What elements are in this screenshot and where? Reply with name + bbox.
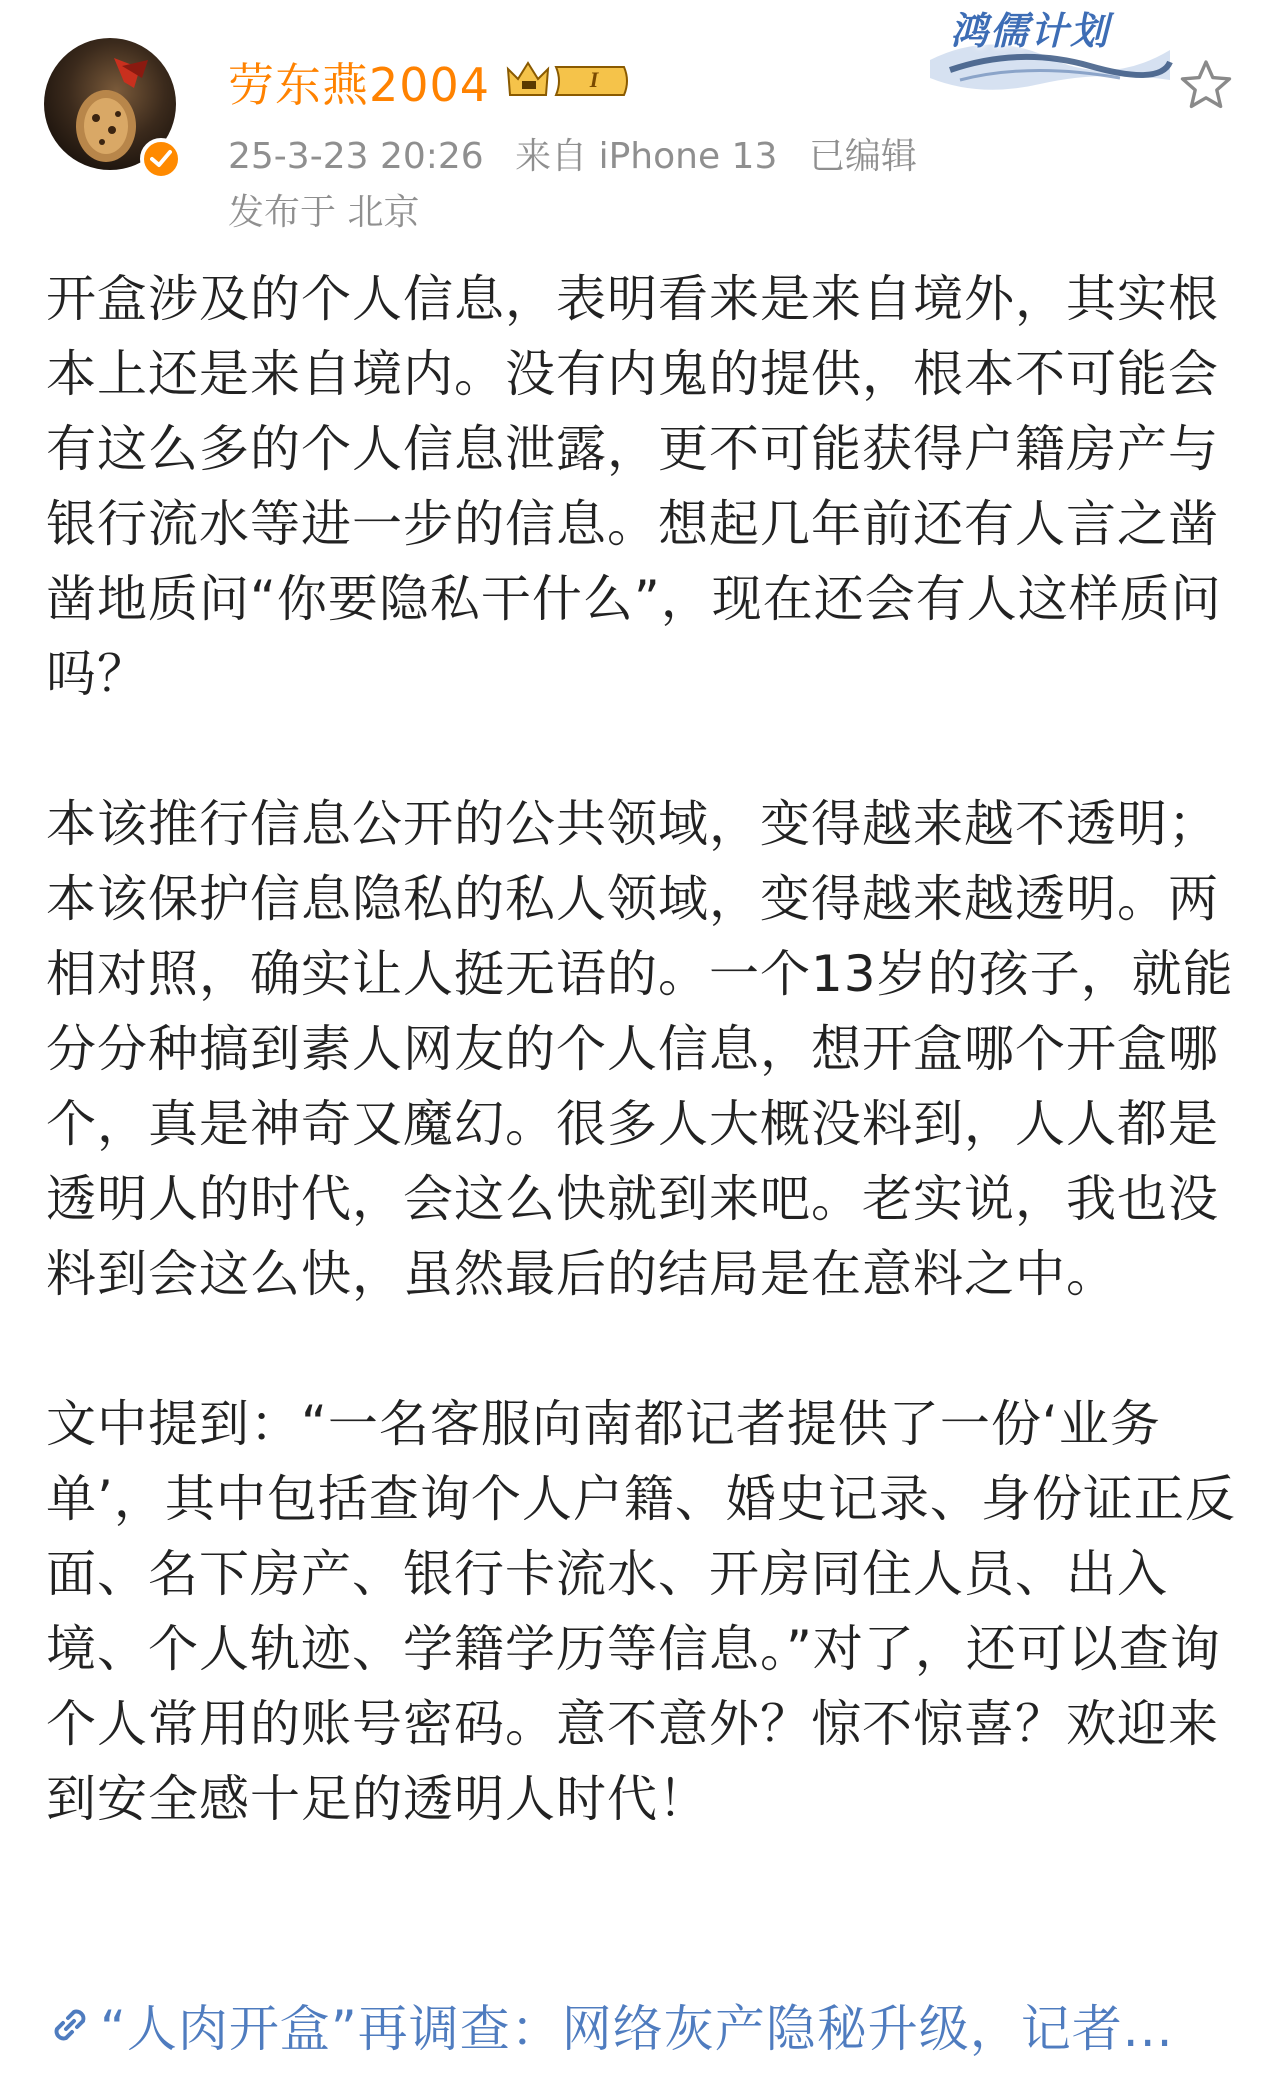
post-paragraph-1: 开盒涉及的个人信息，表明看来是来自境外，其实根本上还是来自境内。没有内鬼的提供，根本不可能会有这么多的个人信息泄露，更不可能获得户籍房产与银行流水等进一步的信息。想起几年前还有人言之凿凿地质问“你要隐私干什么”，现在还会有人这样质问吗？ (46, 270, 1222, 703)
verified-check-icon (140, 138, 182, 180)
author-row (228, 52, 632, 112)
hongru-label: 鸿儒计划 (950, 9, 1111, 53)
post-meta (228, 128, 937, 179)
post-timestamp: 25-3-23 20:26 (228, 136, 484, 177)
username[interactable]: 劳东燕2004 (228, 58, 491, 112)
star-outline-icon[interactable] (1176, 56, 1236, 116)
vip-level: I (589, 67, 599, 92)
post-header (0, 0, 1280, 240)
hongru-plan-badge[interactable] (920, 0, 1176, 96)
edited-label[interactable]: 已编辑 (808, 136, 917, 177)
article-link-text: “人肉开盒”再调查：网络灰产隐秘升级，记者... (100, 2000, 1174, 2058)
post-source: 来自 iPhone 13 (515, 136, 778, 177)
vip-crown-icon[interactable] (504, 55, 632, 109)
post-paragraph-3: 文中提到：“一名客服向南都记者提供了一份‘业务单’，其中包括查询个人户籍、婚史记录、身份证正反面、名下房产、银行卡流水、开房同住人员、出入境、个人轨迹、学籍学历等信息。”对了，还可以查询个人常用的账号密码。意不意外？惊不惊喜？欢迎来到安全感十足的透明人时代！ (46, 1395, 1236, 1828)
article-link[interactable] (46, 1990, 1246, 2060)
post-location: 发布于 北京 (228, 192, 420, 233)
post-paragraph-2: 本该推行信息公开的公共领域，变得越来越不透明；本该保护信息隐私的私人领域，变得越来越透明。两相对照，确实让人挺无语的。一个13岁的孩子，就能分分种搞到素人网友的个人信息，想开盒哪个开盒哪个，真是神奇又魔幻。很多人大概没料到，人人都是透明人的时代，会这么快就到来吧。老实说，我也没料到会这么快，虽然最后的结局是在意料之中。 (46, 795, 1234, 1303)
post-body (46, 262, 1246, 1912)
link-icon (46, 2001, 94, 2049)
